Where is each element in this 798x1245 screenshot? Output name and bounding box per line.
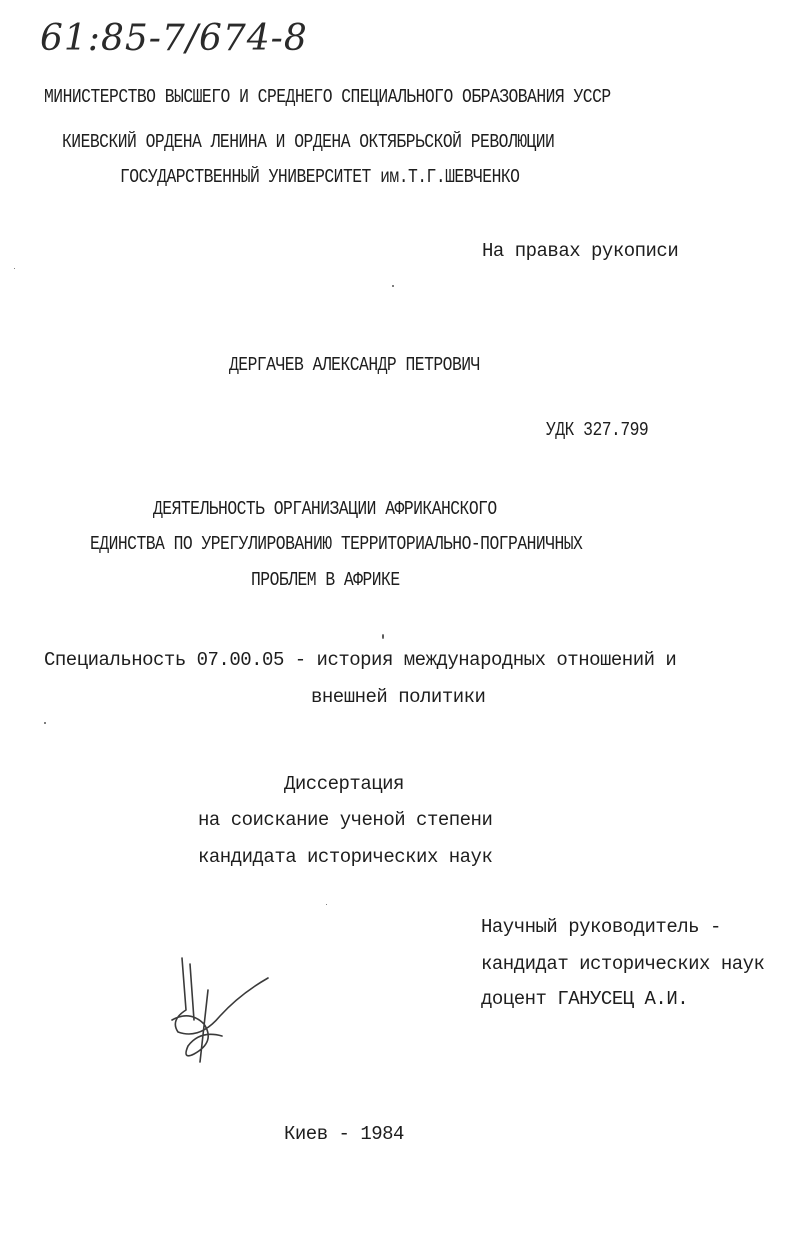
- degree-name: кандидата исторических наук: [198, 846, 493, 868]
- specialty-line2: внешней политики: [311, 686, 486, 708]
- dissertation-title-line1: ДЕЯТЕЛЬНОСТЬ ОРГАНИЗАЦИИ АФРИКАНСКОГО: [153, 498, 497, 520]
- place-and-year: Киев - 1984: [284, 1123, 404, 1145]
- ministry-heading: МИНИСТЕРСТВО ВЫСШЕГО И СРЕДНЕГО СПЕЦИАЛЬНОГО ОБРАЗОВАНИЯ УССР: [44, 86, 611, 108]
- dissertation-title-line2: ЕДИНСТВА ПО УРЕГУЛИРОВАНИЮ ТЕРРИТОРИАЛЬНО-ПОГРАНИЧНЫХ: [90, 533, 583, 555]
- manuscript-rights-note: На правах рукописи: [482, 240, 679, 262]
- document-type: Диссертация: [284, 773, 404, 795]
- paper-speck: [44, 722, 46, 724]
- supervisor-label: Научный руководитель -: [481, 916, 721, 938]
- university-name-line1: КИЕВСКИЙ ОРДЕНА ЛЕНИНА И ОРДЕНА ОКТЯБРЬСКОЙ РЕВОЛЮЦИИ: [62, 131, 555, 153]
- specialty-line1: Специальность 07.00.05 - история международных отношений и: [44, 649, 677, 671]
- degree-purpose: на соискание ученой степени: [198, 809, 493, 831]
- paper-speck: [326, 904, 327, 905]
- dissertation-title-line3: ПРОБЛЕМ В АФРИКЕ: [251, 569, 400, 591]
- supervisor-degree: кандидат исторических наук: [481, 953, 765, 975]
- udc-code: УДК 327.799: [546, 419, 649, 441]
- archive-number: 61:85-7/674-8: [40, 18, 308, 59]
- paper-speck: [382, 634, 384, 639]
- author-name: ДЕРГАЧЕВ АЛЕКСАНДР ПЕТРОВИЧ: [229, 354, 480, 376]
- university-name-line2: ГОСУДАРСТВЕННЫЙ УНИВЕРСИТЕТ им.Т.Г.ШЕВЧЕНКО: [120, 166, 520, 188]
- paper-speck: [14, 268, 15, 269]
- signature-mark: [160, 950, 280, 1070]
- supervisor-name: доцент ГАНУСЕЦ А.И.: [481, 988, 689, 1010]
- paper-speck: [392, 285, 394, 287]
